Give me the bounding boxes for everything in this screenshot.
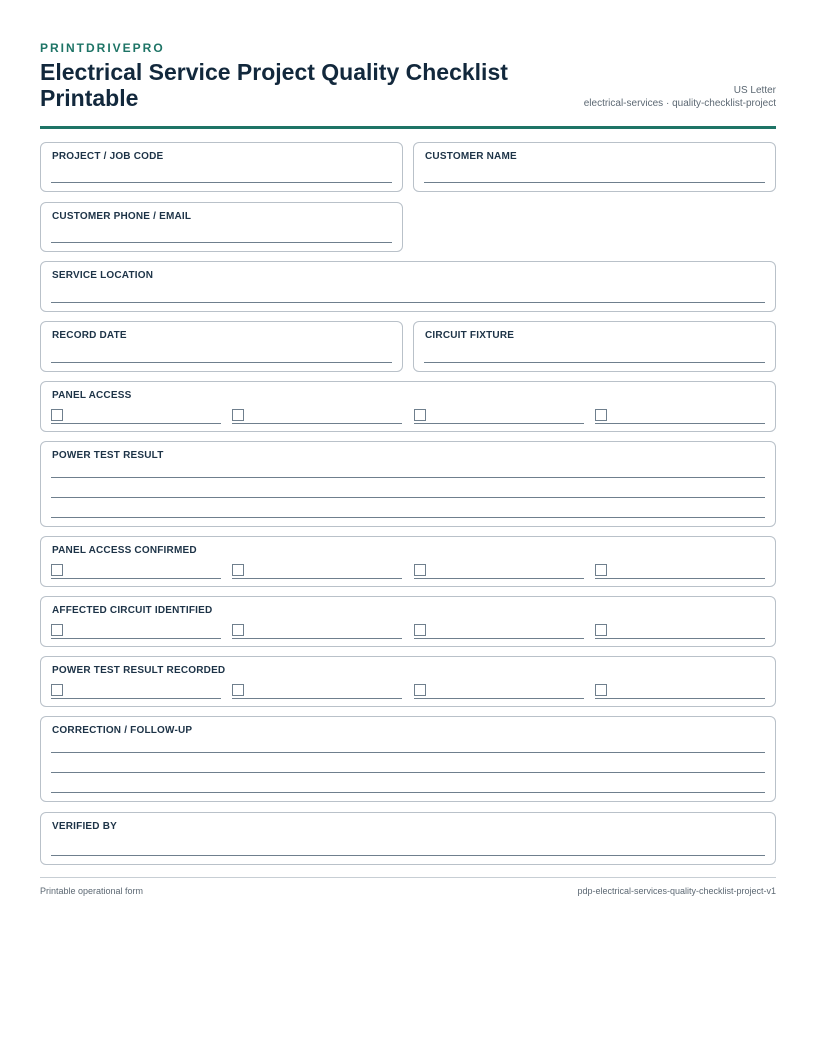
checkbox[interactable]: [51, 684, 63, 696]
affected-circuit-option-1[interactable]: [51, 623, 221, 639]
power-test-recorded-option-4[interactable]: [595, 683, 765, 699]
circuit-fixture-label: CIRCUIT FIXTURE: [425, 330, 515, 341]
panel-access-confirmed-option-3[interactable]: [414, 563, 584, 579]
circuit-fixture-field: [413, 321, 776, 372]
power-test-recorded-option-2[interactable]: [232, 683, 402, 699]
checkbox[interactable]: [595, 564, 607, 576]
power-test-result-recorded-label: POWER TEST RESULT RECORDED: [52, 665, 226, 676]
checkbox[interactable]: [232, 624, 244, 636]
record-date-label: RECORD DATE: [52, 330, 127, 341]
checkbox[interactable]: [595, 684, 607, 696]
verified-by-label: VERIFIED BY: [52, 821, 117, 832]
customer-name-label: CUSTOMER NAME: [425, 151, 517, 162]
checkbox[interactable]: [51, 624, 63, 636]
checkbox[interactable]: [595, 409, 607, 421]
affected-circuit-identified-label: AFFECTED CIRCUIT IDENTIFIED: [52, 605, 213, 616]
service-location-label: SERVICE LOCATION: [52, 270, 154, 281]
correction-follow-up-field: [40, 716, 776, 802]
service-location-field: [40, 261, 776, 312]
panel-access-option-1[interactable]: [51, 408, 221, 424]
header-meta: [584, 84, 776, 110]
customer-contact-input[interactable]: [51, 242, 392, 243]
verified-by-input[interactable]: [51, 855, 765, 856]
power-test-result-field: [40, 441, 776, 527]
power-test-result-recorded-field: [40, 656, 776, 707]
record-date-field: [40, 321, 403, 372]
panel-access-label: PANEL ACCESS: [52, 390, 132, 401]
project-code-input[interactable]: [51, 182, 392, 183]
affected-circuit-option-3[interactable]: [414, 623, 584, 639]
affected-circuit-option-4[interactable]: [595, 623, 765, 639]
checkbox[interactable]: [232, 564, 244, 576]
page-header: [40, 40, 776, 129]
customer-contact-field: [40, 202, 403, 252]
panel-access-confirmed-option-4[interactable]: [595, 563, 765, 579]
checkbox[interactable]: [414, 684, 426, 696]
checkbox[interactable]: [414, 564, 426, 576]
paper-size: US Letter: [733, 85, 776, 96]
correction-line-1[interactable]: [51, 752, 765, 753]
correction-follow-up-label: CORRECTION / FOLLOW-UP: [52, 725, 193, 736]
panel-access-confirmed-label: PANEL ACCESS CONFIRMED: [52, 545, 197, 556]
panel-access-option-3[interactable]: [414, 408, 584, 424]
checkbox[interactable]: [51, 564, 63, 576]
customer-contact-label: CUSTOMER PHONE / EMAIL: [52, 211, 192, 222]
customer-name-field: [413, 142, 776, 192]
panel-access-field: [40, 381, 776, 432]
service-location-input[interactable]: [51, 302, 765, 303]
form-tags: electrical-services · quality-checklist-project: [583, 98, 776, 109]
affected-circuit-option-2[interactable]: [232, 623, 402, 639]
power-test-result-line-2[interactable]: [51, 497, 765, 498]
page-title: Electrical Service Project Quality Checklist Printable: [40, 59, 508, 111]
verified-by-field: [40, 812, 776, 865]
panel-access-confirmed-field: [40, 536, 776, 587]
power-test-result-line-3[interactable]: [51, 517, 765, 518]
affected-circuit-identified-field: [40, 596, 776, 647]
panel-access-confirmed-option-2[interactable]: [232, 563, 402, 579]
checkbox[interactable]: [51, 409, 63, 421]
circuit-fixture-input[interactable]: [424, 362, 765, 363]
correction-line-2[interactable]: [51, 772, 765, 773]
panel-access-confirmed-option-1[interactable]: [51, 563, 221, 579]
checkbox[interactable]: [232, 409, 244, 421]
footer-note: Printable operational form: [40, 886, 144, 896]
power-test-recorded-option-1[interactable]: [51, 683, 221, 699]
checkbox[interactable]: [414, 624, 426, 636]
checkbox[interactable]: [595, 624, 607, 636]
page-footer: [40, 877, 776, 896]
form-id: pdp-electrical-services-quality-checklist-project-v1: [577, 886, 776, 896]
power-test-recorded-option-3[interactable]: [414, 683, 584, 699]
power-test-result-line-1[interactable]: [51, 477, 765, 478]
panel-access-option-2[interactable]: [232, 408, 402, 424]
project-code-field: [40, 142, 403, 192]
checkbox[interactable]: [232, 684, 244, 696]
power-test-result-label: POWER TEST RESULT: [52, 450, 164, 461]
correction-line-3[interactable]: [51, 792, 765, 793]
brand-name: PRINTDRIVEPRO: [40, 41, 165, 55]
panel-access-option-4[interactable]: [595, 408, 765, 424]
customer-name-input[interactable]: [424, 182, 765, 183]
checkbox[interactable]: [414, 409, 426, 421]
project-code-label: PROJECT / JOB CODE: [52, 151, 164, 162]
record-date-input[interactable]: [51, 362, 392, 363]
